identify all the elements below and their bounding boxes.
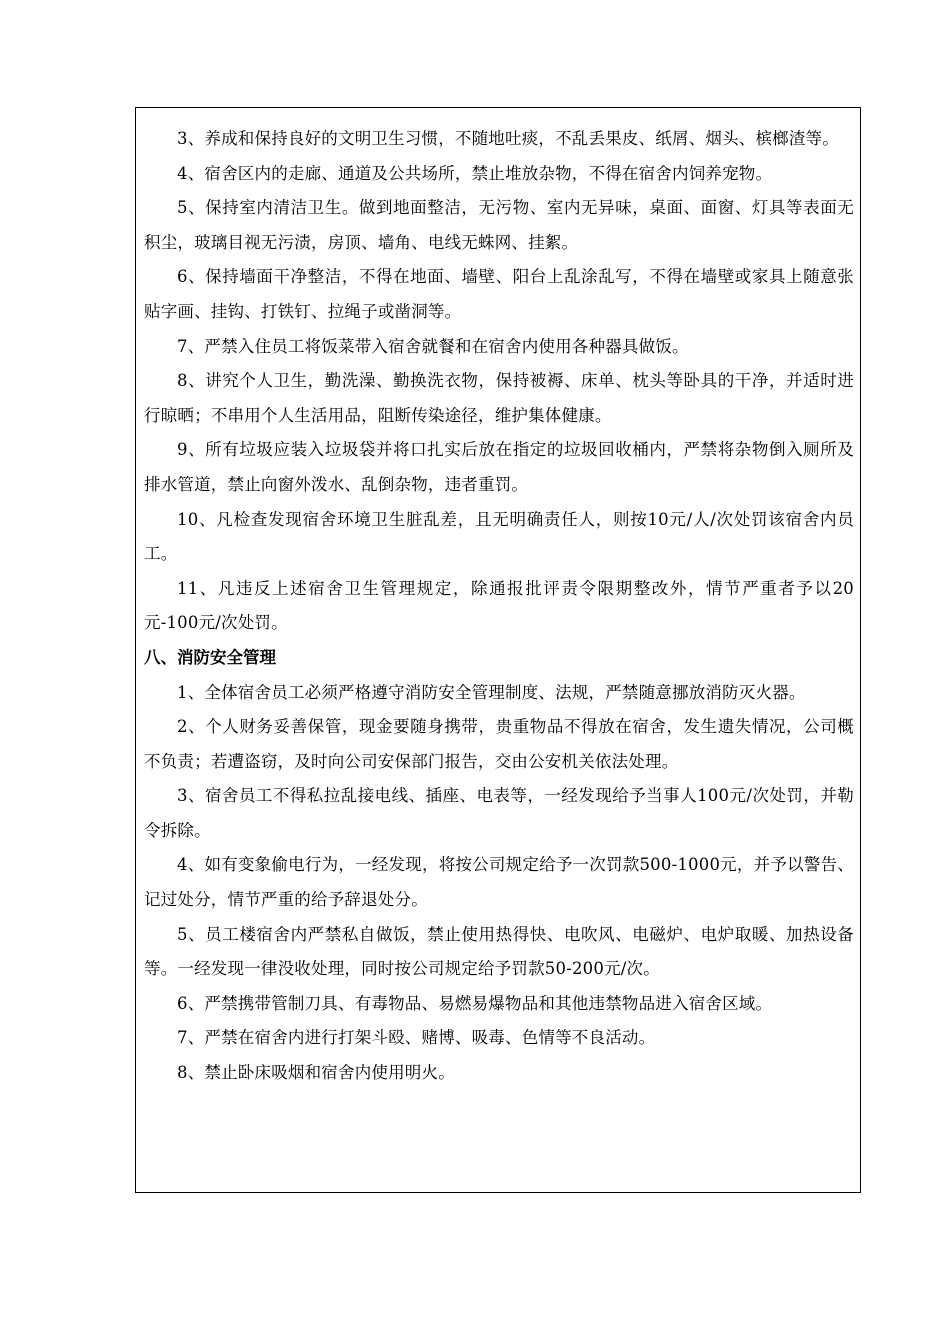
rule-paragraph-sanitation-5: 5、保持室内清洁卫生。做到地面整洁，无污物、室内无异味，桌面、面窗、灯具等表面无积尘，玻璃目视无污渍，房顶、墙角、电线无蛛网、挂絮。 [144, 198, 854, 252]
rule-paragraph-sanitation-9: 9、所有垃圾应装入垃圾袋并将口扎实后放在指定的垃圾回收桶内，严禁将杂物倒入厕所及排水管道，禁止向窗外泼水、乱倒杂物，违者重罚。 [144, 440, 854, 494]
rule-paragraph-sanitation-3: 3、养成和保持良好的文明卫生习惯，不随地吐痰，不乱丢果皮、纸屑、烟头、槟榔渣等。 [177, 129, 839, 148]
rule-paragraph-sanitation-7: 7、严禁入住员工将饭菜带入宿舍就餐和在宿舍内使用各种器具做饭。 [177, 336, 689, 356]
rule-paragraph-fire-8: 8、禁止卧床吸烟和宿舍内使用明火。 [177, 1063, 455, 1083]
rule-paragraph-fire-7: 7、严禁在宿舍内进行打架斗殴、赌博、吸毒、色情等不良活动。 [177, 1028, 656, 1048]
rule-paragraph-fire-4: 4、如有变象偷电行为，一经发现，将按公司规定给予一次罚款500-1000元，并予以警告、记过处分，情节严重的给予辞退处分。 [144, 855, 854, 910]
rule-paragraph-fire-6: 6、严禁携带管制刀具、有毒物品、易燃易爆物品和其他违禁物品进入宿舍区域。 [177, 993, 773, 1013]
document-frame [135, 107, 861, 1193]
rule-paragraph-sanitation-8: 8、讲究个人卫生，勤洗澡、勤换洗衣物，保持被褥、床单、枕头等卧具的干净，并适时进行晾晒；不串用个人生活用品，阻断传染途径，维护集体健康。 [144, 371, 854, 425]
rule-paragraph-fire-3: 3、宿舍员工不得私拉乱接电线、插座、电表等，一经发现给予当事人100元/次处罚，并勒令拆除。 [144, 786, 854, 840]
rule-paragraph-fire-1: 1、全体宿舍员工必须严格遵守消防安全管理制度、法规，严禁随意挪放消防灭火器。 [177, 682, 806, 702]
rule-paragraph-fire-5: 5、员工楼宿舍内严禁私自做饭，禁止使用热得快、电吹风、电磁炉、电炉取暖、加热设备等。一经发现一律没收处理，同时按公司规定给予罚款50-200元/次。 [144, 924, 854, 979]
rule-paragraph-sanitation-10: 10、凡检查发现宿舍环境卫生脏乱差，且无明确责任人，则按10元/人/次处罚该宿舍内员工。 [144, 509, 854, 564]
rule-paragraph-sanitation-6: 6、保持墙面干净整洁，不得在地面、墙壁、阳台上乱涂乱写，不得在墙壁或家具上随意张贴字画、挂钩、打铁钉、拉绳子或凿洞等。 [144, 267, 854, 321]
rule-paragraph-sanitation-4: 4、宿舍区内的走廊、通道及公共场所，禁止堆放杂物，不得在宿舍内饲养宠物。 [177, 163, 773, 183]
rule-paragraph-sanitation-11: 11、凡违反上述宿舍卫生管理规定，除通报批评责令限期整改外，情节严重者予以20元-100元/次处罚。 [144, 578, 854, 633]
section-heading-fire-safety: 八、消防安全管理 [144, 647, 276, 667]
document-content [144, 122, 854, 1091]
rule-paragraph-fire-2: 2、个人财务妥善保管，现金要随身携带，贵重物品不得放在宿舍，发生遗失情况，公司概不负责；若遭盗窃，及时向公司安保部门报告，交由公安机关依法处理。 [144, 717, 854, 771]
